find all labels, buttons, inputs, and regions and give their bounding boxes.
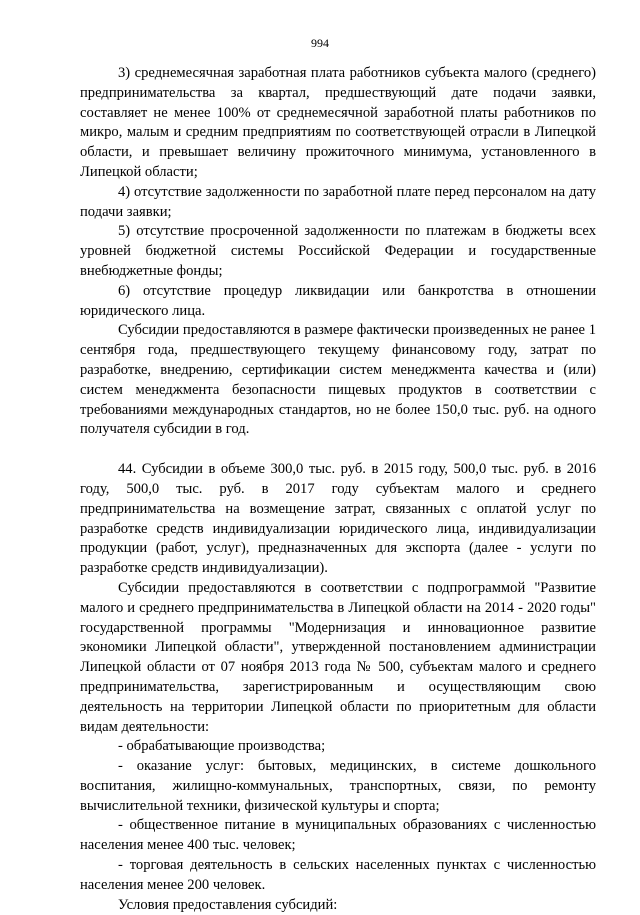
- list-item-services: - оказание услуг: бытовых, медицинских, в системе дошкольного воспитания, жилищно-коммунальных, транспортных, связи, по ремонту вычислительной техники, физической культуры и спорта;: [80, 758, 596, 814]
- paragraph-subsidy-amount: Субсидии предоставляются в размере фактически произведенных не ранее 1 сентября года, предшествующего текущему финансовому году, затрат по разработке, внедрению, сертификации систем менеджмента качества и (или) систем менеджмента безопасности пищевых продуктов в соответствии с требованиями международных стандартов, но не более 150,0 тыс. руб. на одного получателя субсидии в год.: [80, 322, 596, 438]
- paragraph-item-4: 4) отсутствие задолженности по заработной плате перед персоналом на дату подачи заявки;: [80, 183, 596, 220]
- document-body: [80, 64, 596, 915]
- section-spacer: [80, 440, 596, 460]
- paragraph-item-3: 3) среднемесячная заработная плата работников субъекта малого (среднего) предпринимательства за квартал, предшествующий дате подачи заявки, составляет не менее 100% от среднемесячной заработной платы работников по микро, малым и средним предприятиям по соответствующей отрасли в Липецкой области, и превышает величину прожиточного минимума, установленного в Липецкой области;: [80, 65, 596, 180]
- page-number: 994: [311, 36, 329, 50]
- paragraph-subsidy-program: Субсидии предоставляются в соответствии с подпрограммой "Развитие малого и среднего предпринимательства в Липецкой области на 2014 - 2020 годы" государственной программы "Модернизация и инновационное развитие экономики Липецкой области", утвержденной постановлением администрации Липецкой области от 07 ноября 2013 года № 500, субъектам малого и среднего предпринимательства, зарегистрированным и осуществляющим свою деятельность на территории Липецкой области по приоритетным для области видам деятельности:: [80, 579, 596, 735]
- paragraph-item-6: 6) отсутствие процедур ликвидации или банкротства в отношении юридического лица.: [80, 282, 596, 319]
- paragraph-item-5: 5) отсутствие просроченной задолженности по платежам в бюджеты всех уровней бюджетной системы Российской Федерации и государственные внебюджетные фонды;: [80, 223, 596, 279]
- list-item-manufacturing: - обрабатывающие производства;: [118, 738, 326, 755]
- paragraph-conditions-heading: Условия предоставления субсидий:: [118, 896, 338, 913]
- list-item-trade: - торговая деятельность в сельских населенных пунктах с численностью населения менее 200 человек.: [80, 857, 596, 893]
- paragraph-section-44: 44. Субсидии в объеме 300,0 тыс. руб. в 2015 году, 500,0 тыс. руб. в 2016 году, 500,0 тыс. руб. в 2017 году субъектам малого и среднего предпринимательства на возмещение затрат, связанных с оплатой услуг по разработке средств индивидуализации юридического лица, индивидуализации продукции (работ, услуг), предназначенных для экспорта (далее - услуги по разработке средств индивидуализации).: [80, 461, 596, 577]
- list-item-catering: - общественное питание в муниципальных образованиях с численностью населения менее 400 тыс. человек;: [80, 817, 596, 854]
